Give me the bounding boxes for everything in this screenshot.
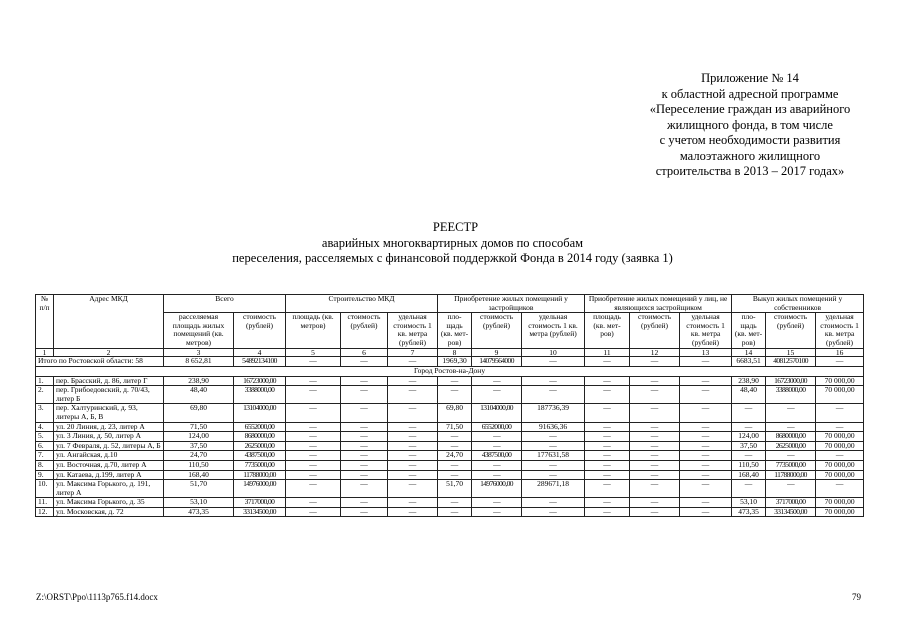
table-cell: — — [522, 441, 585, 451]
appendix-line: малоэтажного жилищного — [679, 148, 821, 163]
table-cell: — — [816, 451, 864, 461]
appendix-header — [600, 71, 900, 180]
table-cell: 53,10 — [164, 498, 234, 508]
row-address: ул. Максима Горького, д. 35 — [54, 498, 164, 508]
table-cell: — — [341, 376, 388, 386]
subheader-cell: пло-щадь (кв. мет-ров) — [732, 313, 766, 348]
header-construction: Строительство МКД — [286, 295, 438, 313]
table-cell: — — [766, 422, 816, 432]
table-cell: — — [680, 404, 732, 422]
table-cell: — — [438, 460, 472, 470]
table-cell: — — [286, 470, 341, 480]
table-cell: — — [816, 480, 864, 498]
appendix-line: с учетом необходимости развития — [659, 133, 841, 147]
table-cell: 187736,39 — [522, 404, 585, 422]
table-cell: 6552000,00 — [234, 422, 286, 432]
table-cell: — — [286, 432, 341, 442]
table-cell: 53,10 — [732, 498, 766, 508]
table-cell: — — [585, 404, 630, 422]
table-cell: — — [438, 376, 472, 386]
column-number: 8 — [438, 348, 472, 356]
table-cell: — — [522, 507, 585, 517]
table-cell: 168,40 — [732, 470, 766, 480]
column-number: 14 — [732, 348, 766, 356]
table-cell: — — [341, 480, 388, 498]
total-cell: 1969,30 — [438, 356, 472, 366]
table-cell: — — [472, 386, 522, 404]
table-cell: 473,35 — [732, 507, 766, 517]
table-cell: — — [341, 507, 388, 517]
table-cell: — — [816, 422, 864, 432]
column-number: 1 — [36, 348, 54, 356]
header-acquire-other: Приобретение жилых помещений у лиц, не являющихся застройщиком — [585, 295, 732, 313]
row-number: 3. — [36, 404, 54, 422]
table-cell: 71,50 — [438, 422, 472, 432]
table-cell: 4387500,00 — [234, 451, 286, 461]
table-cell: — — [732, 480, 766, 498]
table-cell: — — [472, 507, 522, 517]
table-cell: — — [766, 451, 816, 461]
table-cell: — — [388, 404, 438, 422]
table-cell: — — [286, 507, 341, 517]
column-number-row — [36, 348, 864, 356]
column-number: 16 — [816, 348, 864, 356]
table-cell: 6552000,00 — [472, 422, 522, 432]
table-cell: — — [680, 480, 732, 498]
subheader-cell: удельная стоимость 1 кв. метра (рублей) — [816, 313, 864, 348]
table-cell: — — [388, 498, 438, 508]
table-cell: — — [388, 376, 438, 386]
table-cell: — — [286, 441, 341, 451]
row-address: ул. 3 Линия, д. 50, литер А — [54, 432, 164, 442]
subheader-cell: пло-щадь (кв. мет-ров) — [438, 313, 472, 348]
column-number: 3 — [164, 348, 234, 356]
table-cell: — — [630, 404, 680, 422]
table-cell: — — [585, 507, 630, 517]
table-cell: 289671,18 — [522, 480, 585, 498]
total-label: Итого по Ростовской области: 58 — [36, 356, 164, 366]
table-row — [36, 441, 864, 451]
table-cell: — — [585, 470, 630, 480]
table-cell: — — [472, 498, 522, 508]
appendix-line: к областной адресной программе — [661, 86, 839, 101]
table-cell: — — [585, 422, 630, 432]
table-cell: 238,90 — [732, 376, 766, 386]
table-cell: — — [630, 498, 680, 508]
row-number: 1. — [36, 376, 54, 386]
table-cell: — — [286, 498, 341, 508]
title-line: переселения, расселяемых с финансовой поддержкой Фонда в 2014 году (заявка 1) — [232, 251, 673, 265]
subheader-cell: площадь (кв. мет-ров) — [585, 313, 630, 348]
table-cell: — — [286, 404, 341, 422]
table-cell: — — [732, 404, 766, 422]
table-cell: — — [680, 451, 732, 461]
column-number: 12 — [630, 348, 680, 356]
table-cell: — — [630, 386, 680, 404]
header-address: Адрес МКД — [54, 295, 164, 349]
row-number: 5. — [36, 432, 54, 442]
footer-file-path: Z:\ORST\Ppo\1113p765.f14.docx — [36, 592, 158, 602]
row-number: 12. — [36, 507, 54, 517]
header-acquire-dev: Приобретение жилых помещений у застройщиков — [438, 295, 585, 313]
table-cell: 70 000,00 — [816, 498, 864, 508]
table-cell: 177631,58 — [522, 451, 585, 461]
subheader-cell: стоимость (рублей) — [630, 313, 680, 348]
table-cell: — — [680, 507, 732, 517]
table-cell: — — [585, 480, 630, 498]
row-address: пер. Халтуринский, д. 93, литеры А, Б, В — [54, 404, 164, 422]
header-row — [36, 295, 864, 313]
header-total: Всего — [164, 295, 286, 313]
city-row — [36, 366, 864, 376]
table-row — [36, 422, 864, 432]
table-cell: — — [388, 480, 438, 498]
appendix-line: жилищного фонда, в том числе — [667, 117, 833, 132]
table-cell: 91636,36 — [522, 422, 585, 432]
subheader-cell: стоимость (рублей) — [472, 313, 522, 348]
row-number: 4. — [36, 422, 54, 432]
table-cell: 7735000,00 — [234, 460, 286, 470]
table-cell: — — [630, 376, 680, 386]
table-row — [36, 507, 864, 517]
table-cell: 7735000,00 — [766, 460, 816, 470]
table-cell: — — [630, 460, 680, 470]
table-cell: — — [388, 507, 438, 517]
table-cell: — — [388, 451, 438, 461]
table-cell: — — [388, 432, 438, 442]
table-cell: 37,50 — [732, 441, 766, 451]
table-cell: — — [630, 441, 680, 451]
row-number: 9. — [36, 470, 54, 480]
table-cell: 70 000,00 — [816, 376, 864, 386]
table-cell: — — [438, 498, 472, 508]
table-cell: — — [438, 470, 472, 480]
total-cell: — — [388, 356, 438, 366]
total-cell: 6683,51 — [732, 356, 766, 366]
table-cell: — — [522, 460, 585, 470]
table-cell: — — [630, 470, 680, 480]
row-number: 6. — [36, 441, 54, 451]
table-cell: 238,90 — [164, 376, 234, 386]
table-cell: — — [388, 460, 438, 470]
table-row — [36, 498, 864, 508]
table-cell: — — [286, 376, 341, 386]
row-address: ул. 20 Линия, д. 23, литер А — [54, 422, 164, 432]
table-cell: 11788000,00 — [766, 470, 816, 480]
column-number: 6 — [341, 348, 388, 356]
table-cell: 37,50 — [164, 441, 234, 451]
table-cell: — — [585, 376, 630, 386]
table-cell: — — [680, 441, 732, 451]
table-cell: — — [286, 451, 341, 461]
row-address: ул. Московская, д. 72 — [54, 507, 164, 517]
table-cell: — — [438, 441, 472, 451]
subheader-cell: стоимость (рублей) — [766, 313, 816, 348]
table-cell: — — [522, 498, 585, 508]
table-cell: — — [388, 422, 438, 432]
table-cell: 24,70 — [164, 451, 234, 461]
row-address: ул. Катаева, д.199, литер А — [54, 470, 164, 480]
table-row — [36, 470, 864, 480]
table-cell: — — [341, 432, 388, 442]
table-cell: — — [286, 460, 341, 470]
row-address: ул. Ангайская, д.10 — [54, 451, 164, 461]
header-num: № п/п — [36, 295, 54, 349]
table-cell: — — [522, 432, 585, 442]
registry-table — [35, 294, 864, 517]
column-number: 2 — [54, 348, 164, 356]
table-cell: — — [680, 432, 732, 442]
title-line: РЕЕСТР — [432, 220, 479, 234]
appendix-line: Приложение № 14 — [701, 71, 799, 85]
table-cell: — — [472, 432, 522, 442]
table-cell: — — [585, 386, 630, 404]
subheader-cell: стоимость (рублей) — [341, 313, 388, 348]
subheader-cell: удельная стоимость 1 кв. метра (рублей) — [680, 313, 732, 348]
table-cell: — — [585, 460, 630, 470]
table-cell: — — [341, 451, 388, 461]
column-number: 4 — [234, 348, 286, 356]
table-cell: — — [630, 432, 680, 442]
table-cell: — — [341, 422, 388, 432]
table-cell: — — [341, 404, 388, 422]
table-cell: — — [680, 470, 732, 480]
row-number: 10. — [36, 480, 54, 498]
column-number: 15 — [766, 348, 816, 356]
table-row — [36, 376, 864, 386]
total-cell: — — [585, 356, 630, 366]
total-cell: 14079564000 — [472, 356, 522, 366]
table-cell: 70 000,00 — [816, 460, 864, 470]
column-number: 5 — [286, 348, 341, 356]
appendix-line: «Переселение граждан из аварийного — [649, 102, 851, 116]
column-number: 11 — [585, 348, 630, 356]
table-row — [36, 432, 864, 442]
table-cell: 14976000,00 — [472, 480, 522, 498]
table-row — [36, 404, 864, 422]
table-cell: — — [630, 451, 680, 461]
table-row — [36, 480, 864, 498]
table-cell: 168,40 — [164, 470, 234, 480]
column-number: 13 — [680, 348, 732, 356]
table-cell: 14976000,00 — [234, 480, 286, 498]
table-cell: 3717000,00 — [234, 498, 286, 508]
subheader-cell: удельная стоимость 1 кв. метра (рублей) — [522, 313, 585, 348]
table-cell: — — [732, 422, 766, 432]
table-cell: — — [438, 507, 472, 517]
table-cell: 33134500,00 — [766, 507, 816, 517]
table-cell: — — [816, 404, 864, 422]
table-cell: — — [286, 386, 341, 404]
row-number: 11. — [36, 498, 54, 508]
document-title — [0, 220, 905, 267]
table-cell: — — [766, 404, 816, 422]
total-row — [36, 356, 864, 366]
table-cell: 16723000,00 — [766, 376, 816, 386]
table-cell: 48,40 — [732, 386, 766, 404]
title-line: аварийных многоквартирных домов по способам — [321, 235, 584, 250]
table-cell: — — [472, 441, 522, 451]
table-cell: 124,00 — [164, 432, 234, 442]
total-cell: — — [286, 356, 341, 366]
table-cell: 70 000,00 — [816, 432, 864, 442]
table-cell: 110,50 — [732, 460, 766, 470]
table-cell: — — [472, 470, 522, 480]
table-cell: 11788000,00 — [234, 470, 286, 480]
table-cell: — — [341, 441, 388, 451]
table-cell: 3388000,00 — [234, 386, 286, 404]
subheader-cell: стоимость (рублей) — [234, 313, 286, 348]
table-cell: — — [680, 460, 732, 470]
table-cell: 8680000,00 — [234, 432, 286, 442]
table-cell: 3388000,00 — [766, 386, 816, 404]
table-cell: — — [388, 441, 438, 451]
table-cell: — — [680, 498, 732, 508]
table-cell: — — [630, 422, 680, 432]
total-cell: 40812570100 — [766, 356, 816, 366]
table-row — [36, 460, 864, 470]
table-cell: 71,50 — [164, 422, 234, 432]
table-cell: — — [630, 507, 680, 517]
table-cell: — — [341, 386, 388, 404]
table-cell: — — [522, 376, 585, 386]
table-cell: — — [585, 432, 630, 442]
table-cell: — — [472, 460, 522, 470]
table-cell: 473,35 — [164, 507, 234, 517]
table-cell: 33134500,00 — [234, 507, 286, 517]
table-cell: — — [438, 432, 472, 442]
table-cell: — — [341, 498, 388, 508]
table-cell: — — [522, 386, 585, 404]
table-cell: 70 000,00 — [816, 507, 864, 517]
table-cell: — — [438, 386, 472, 404]
table-cell: — — [732, 451, 766, 461]
total-cell: — — [341, 356, 388, 366]
table-cell: — — [388, 470, 438, 480]
table-cell: 8680000,00 — [766, 432, 816, 442]
total-cell: — — [680, 356, 732, 366]
table-row — [36, 386, 864, 404]
table-cell: 3717000,00 — [766, 498, 816, 508]
table-cell: 13104000,00 — [234, 404, 286, 422]
row-address: пер. Грибоедовский, д. 70/43, литер Б — [54, 386, 164, 404]
table-cell: 4387500,00 — [472, 451, 522, 461]
subheader-cell: расселяемая площадь жилых помещений (кв. метров) — [164, 313, 234, 348]
total-cell: 54892134100 — [234, 356, 286, 366]
table-cell: — — [522, 470, 585, 480]
row-number: 2. — [36, 386, 54, 404]
column-number: 7 — [388, 348, 438, 356]
table-cell: 70 000,00 — [816, 386, 864, 404]
row-number: 7. — [36, 451, 54, 461]
subheader-cell: удельная стоимость 1 кв. метра (рублей) — [388, 313, 438, 348]
row-address: ул. 7 Февраля, д. 52, литеры А, Б — [54, 441, 164, 451]
table-cell: 24,70 — [438, 451, 472, 461]
table-cell: — — [286, 422, 341, 432]
table-cell: — — [585, 441, 630, 451]
table-cell: 13104000,00 — [472, 404, 522, 422]
row-address: ул. Восточная, д.70, литер А — [54, 460, 164, 470]
table-body — [36, 376, 864, 517]
total-cell: — — [816, 356, 864, 366]
table-cell: 110,50 — [164, 460, 234, 470]
row-number: 8. — [36, 460, 54, 470]
table-cell: 51,70 — [164, 480, 234, 498]
table-cell: — — [680, 386, 732, 404]
total-cell: — — [630, 356, 680, 366]
city-name: Город Ростов-на-Дону — [36, 366, 864, 376]
header-buyout: Выкуп жилых помещений у собственников — [732, 295, 864, 313]
total-cell: — — [522, 356, 585, 366]
column-number: 10 — [522, 348, 585, 356]
table-cell: 51,70 — [438, 480, 472, 498]
table-cell: — — [585, 498, 630, 508]
table-cell: — — [585, 451, 630, 461]
appendix-line: строительства в 2013 – 2017 годах» — [655, 164, 845, 178]
table-cell: — — [388, 386, 438, 404]
table-cell: 70 000,00 — [816, 441, 864, 451]
table-cell: — — [680, 422, 732, 432]
table-cell: 69,80 — [164, 404, 234, 422]
total-cell: 8 652,81 — [164, 356, 234, 366]
table-cell: — — [341, 460, 388, 470]
table-cell: — — [286, 480, 341, 498]
table-cell: 124,00 — [732, 432, 766, 442]
table-row — [36, 451, 864, 461]
subheader-cell: площадь (кв. метров) — [286, 313, 341, 348]
row-address: пер. Брасский, д. 86, литер Г — [54, 376, 164, 386]
row-address: ул. Максима Горького, д. 191, литер А — [54, 480, 164, 498]
column-number: 9 — [472, 348, 522, 356]
table-cell: 2625000,00 — [234, 441, 286, 451]
table-cell: 69,80 — [438, 404, 472, 422]
table-cell: — — [680, 376, 732, 386]
table-cell: — — [766, 480, 816, 498]
table-cell: — — [341, 470, 388, 480]
footer-page-number: 79 — [852, 592, 861, 602]
table-cell: 70 000,00 — [816, 470, 864, 480]
table-cell: — — [630, 480, 680, 498]
table-cell: — — [472, 376, 522, 386]
table-cell: 2625000,00 — [766, 441, 816, 451]
table-cell: 48,40 — [164, 386, 234, 404]
table-cell: 16723000,00 — [234, 376, 286, 386]
